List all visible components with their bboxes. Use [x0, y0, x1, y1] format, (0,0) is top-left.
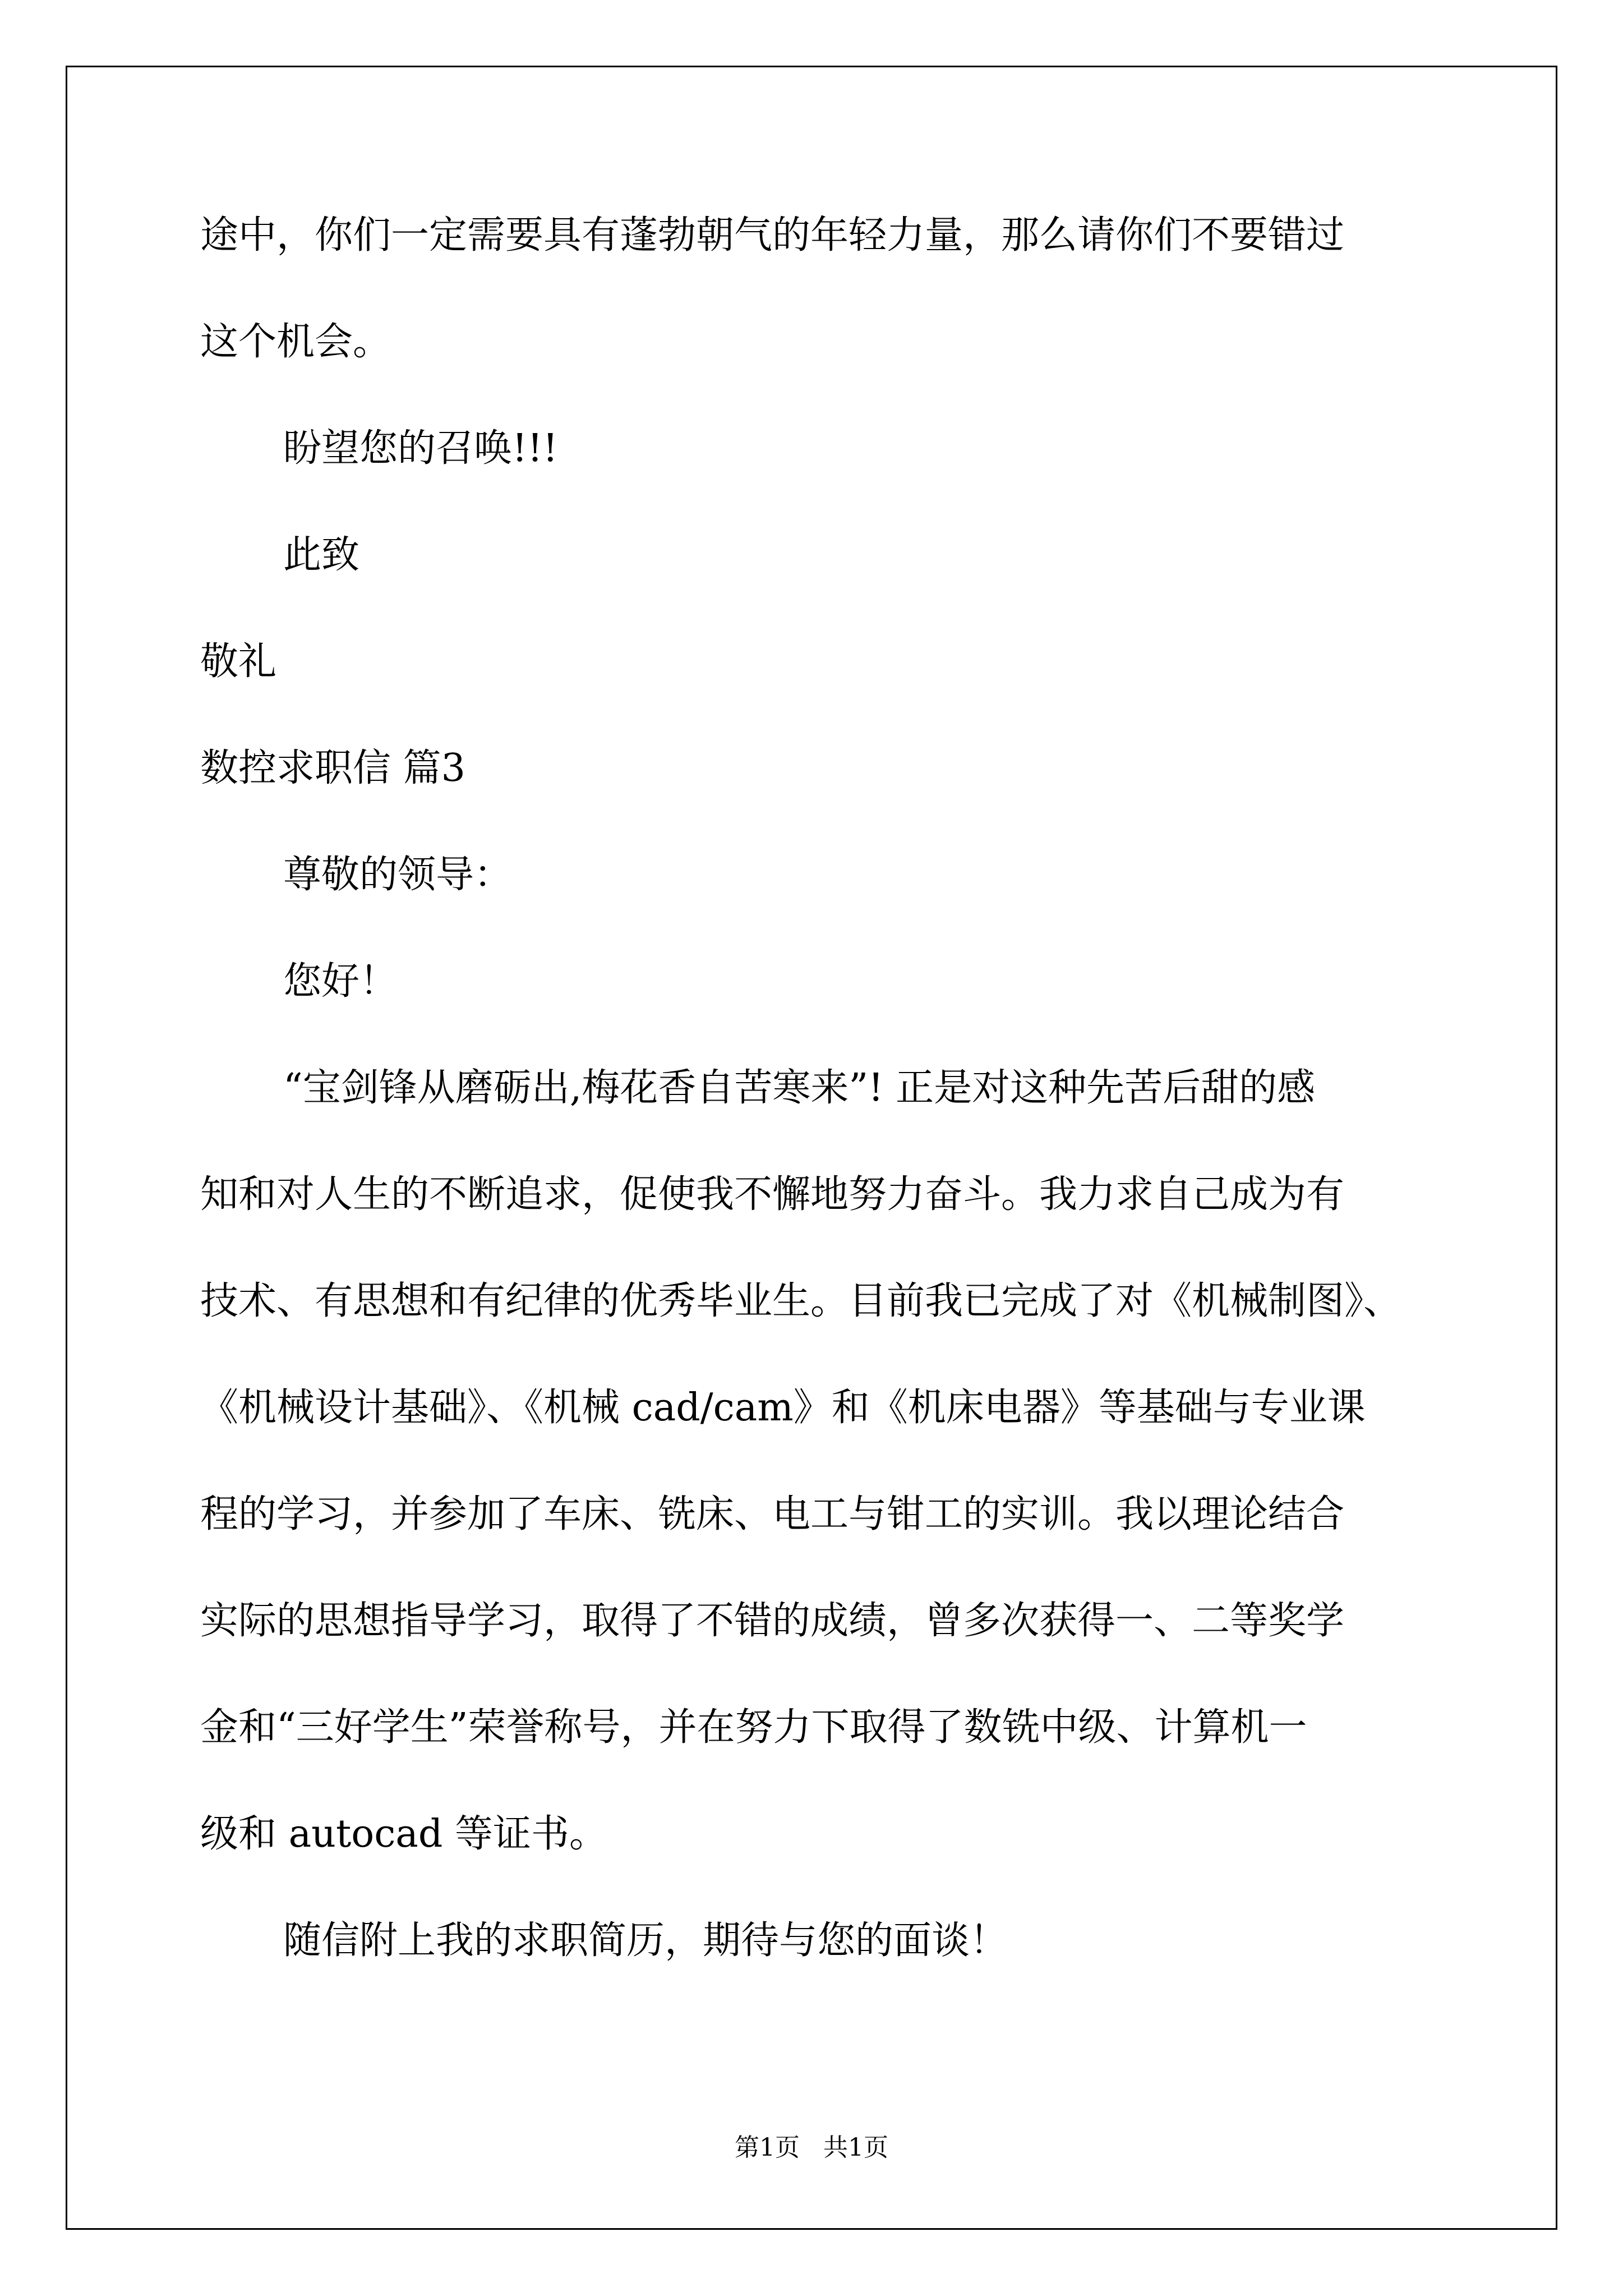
- greeting-hello: 您好！: [283, 959, 398, 1004]
- closing-line: 随信附上我的求职简历，期待与您的面谈！: [283, 1918, 1008, 1963]
- salutation-close: 此致: [283, 533, 360, 577]
- paragraph-line: 级和 autocad 等证书。: [200, 1812, 607, 1856]
- page-footer: 第1页 共1页: [735, 2133, 888, 2162]
- text-line: 途中，你们一定需要具有蓬勃朝气的年轻力量，那么请你们不要错过: [200, 213, 1345, 257]
- paragraph-line: 知和对人生的不断追求，促使我不懈地努力奋斗。我力求自己成为有: [200, 1172, 1345, 1217]
- section-heading: 数控求职信 篇3: [200, 746, 465, 790]
- greeting-recipient: 尊敬的领导：: [283, 853, 513, 897]
- page-border: [66, 66, 1557, 2230]
- paragraph-line: 《机械设计基础》、《机械 cad/cam》和《机床电器》等基础与专业课: [200, 1386, 1366, 1430]
- paragraph-line: 技术、有思想和有纪律的优秀毕业生。目前我已完成了对《机械制图》、: [200, 1279, 1402, 1323]
- paragraph-line: “宝剑锋从磨砺出,梅花香自苦寒来”! 正是对这种先苦后甜的感: [283, 1066, 1316, 1110]
- paragraph-line: 金和“三好学生”荣誉称号，并在努力下取得了数铣中级、计算机一: [200, 1705, 1307, 1750]
- paragraph-line: 程的学习，并参加了车床、铣床、电工与钳工的实训。我以理论结合: [200, 1492, 1345, 1536]
- text-line: 这个机会。: [200, 320, 391, 364]
- text-line: 盼望您的召唤!!!: [283, 426, 558, 471]
- salutation-regards: 敬礼: [200, 639, 277, 684]
- paragraph-line: 实际的思想指导学习，取得了不错的成绩，曾多次获得一、二等奖学: [200, 1599, 1345, 1643]
